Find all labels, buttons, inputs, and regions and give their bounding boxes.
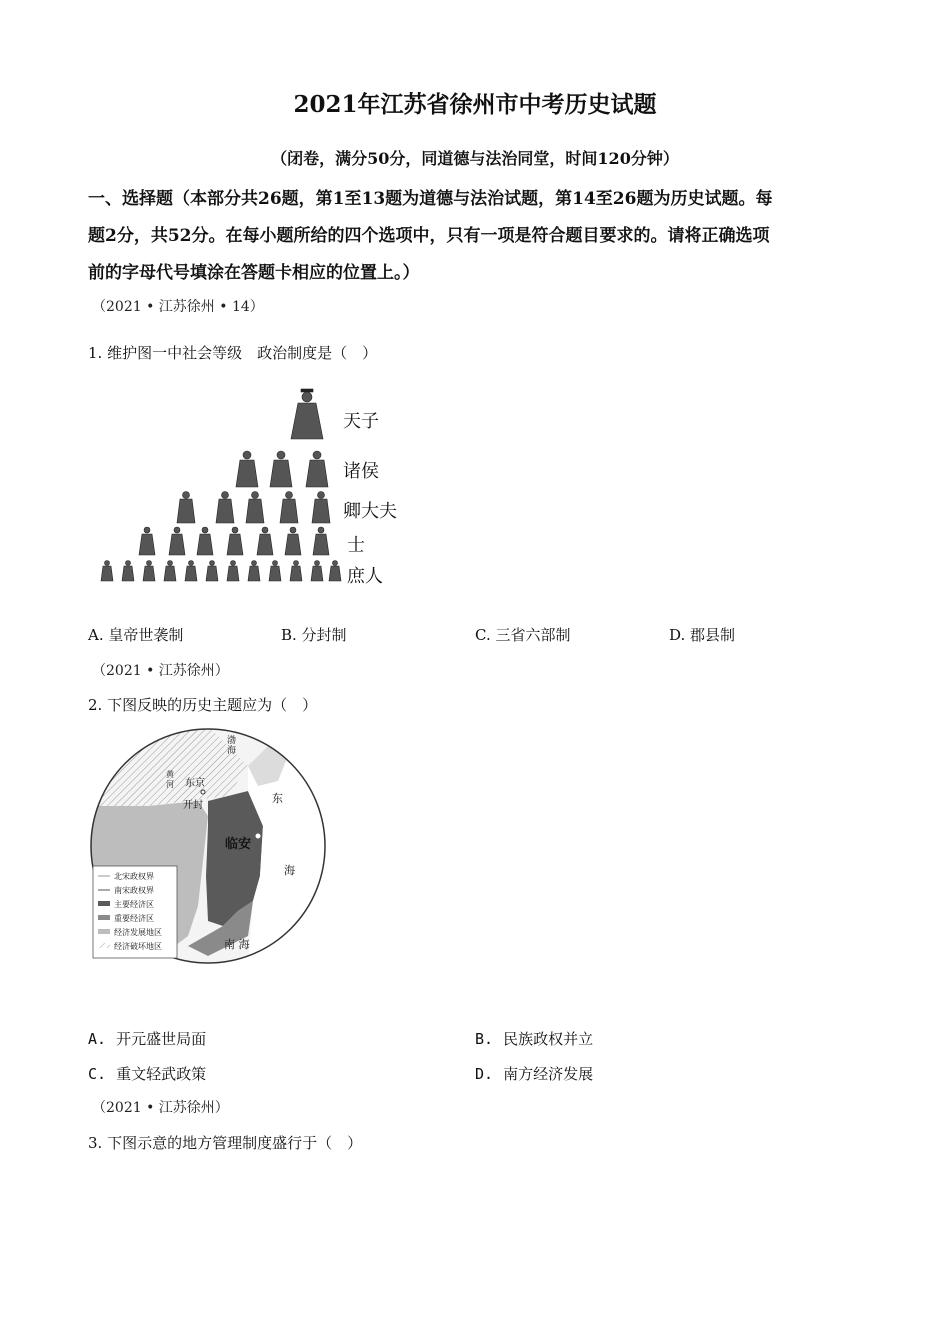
legend-damaged-area: 经济破坏地区 [114,942,162,951]
q2-source: （2021 • 江苏徐州） [92,663,229,679]
map-label-dong: 东 [272,792,283,805]
shi-figures [139,527,329,555]
map-label-kaifeng: 开封 [183,800,203,811]
q1-option-d[interactable]: D. 郡县制 [669,626,736,644]
q1-option-c[interactable]: C. 三省六部制 [475,626,571,644]
map-label-huanghe: 黄 河 [166,770,174,789]
label-tianzi: 天子 [343,411,379,432]
q1-option-b[interactable]: B. 分封制 [281,626,347,644]
section-instructions-line-3: 前的字母代号填涂在答题卡相应的位置上。） [88,263,420,283]
legend-developing-area: 经济发展地区 [114,928,162,937]
zhuhou-figures [236,451,328,487]
label-shuren: 庶人 [347,566,383,587]
page-title: 2021年江苏省徐州市中考历史试题 [293,91,657,118]
map-label-hai: 海 [284,864,295,877]
q2-option-a-letter: A. [88,1030,107,1048]
legend-nansong-border: 南宋政权界 [114,886,154,895]
legend-important-economic-zone: 重要经济区 [114,914,154,923]
label-zhuhou: 诸侯 [343,461,379,482]
q2-option-b[interactable] [475,1028,593,1049]
tianzi-figure [291,389,323,439]
q2-option-d-letter: D. [475,1065,494,1083]
q2-option-b-letter: B. [475,1030,494,1048]
q2-stem: 2. 下图反映的历史主题应为（ ） [88,696,318,714]
section-instructions-line-2: 题2分，共52分。在每小题所给的四个选项中，只有一项是符合题目要求的。请将正确选项 [88,226,770,246]
exam-info: （闭卷，满分50分，同道德与法治同堂，时间120分钟） [271,149,679,168]
legend-beisong-border: 北宋政权界 [114,872,154,881]
q1-option-a[interactable]: A. 皇帝世袭制 [88,626,184,644]
q2-option-a-text: 开元盛世局面 [116,1030,207,1048]
song-economy-map [88,726,328,966]
q3-stem: 3. 下图示意的地方管理制度盛行于（ ） [88,1134,363,1152]
q2-option-a[interactable] [88,1028,206,1049]
q2-option-d-text: 南方经济发展 [503,1065,594,1083]
q1-source: （2021 • 江苏徐州 • 14） [92,299,264,315]
q3-source: （2021 • 江苏徐州） [92,1100,229,1116]
legend-main-economic-zone: 主要经济区 [114,900,154,909]
q2-option-c[interactable] [88,1063,206,1084]
map-label-bohai: 渤 海 [227,736,237,756]
q1-stem: 1. 维护图一中社会等级 政治制度是（ ） [88,344,378,362]
label-qingdafu: 卿大夫 [343,501,397,522]
label-shi: 士 [347,535,365,556]
map-label-dongjing: 东京 [185,778,205,789]
social-hierarchy-figure [95,385,435,585]
section-instructions-line-1: 一、选择题（本部分共26题，第1至13题为道德与法治试题，第14至26题为历史试题。每 [88,189,773,209]
q2-option-d[interactable] [475,1063,593,1084]
q2-option-c-text: 重文轻武政策 [116,1065,207,1083]
q2-option-b-text: 民族政权并立 [503,1030,594,1048]
map-label-nanhai: 南 海 [224,938,250,951]
q2-option-c-letter: C. [88,1065,107,1083]
shuren-figures [101,561,341,582]
map-label-linan: 临安 [225,837,252,852]
hierarchy-pyramid-illustration [95,385,435,585]
qingdafu-figures [177,492,330,524]
